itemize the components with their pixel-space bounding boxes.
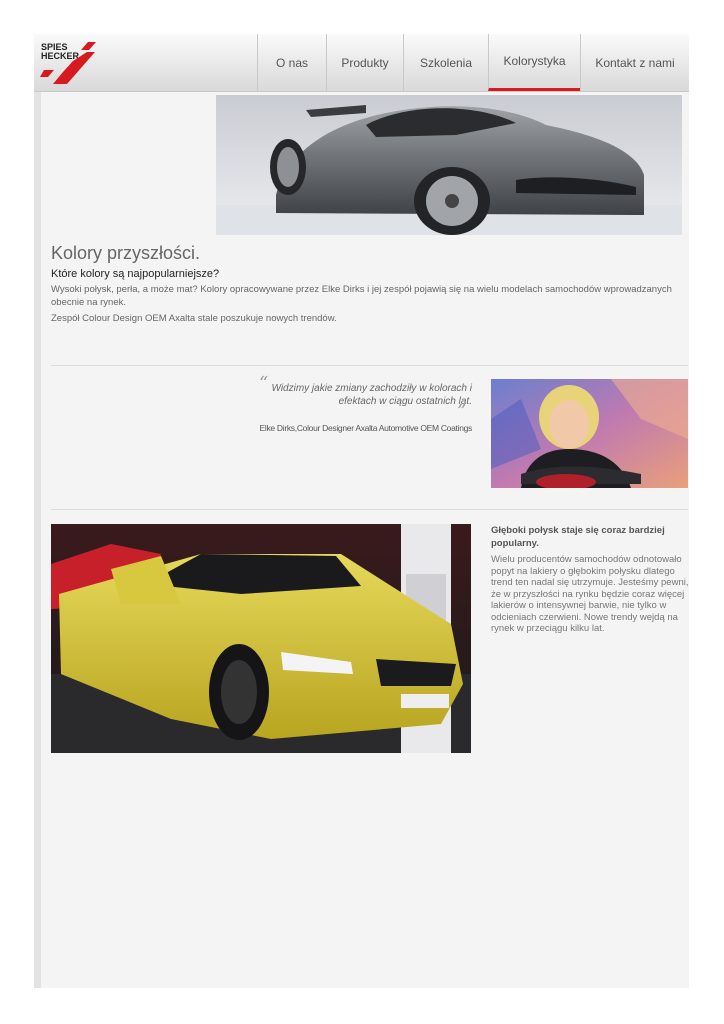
page-title: Kolory przyszłości.	[51, 243, 201, 263]
spies-hecker-logo[interactable]	[40, 39, 98, 85]
nav-label: Kontakt z nami	[595, 55, 675, 70]
portrait-image	[491, 379, 688, 488]
quote-author: Elke Dirks,Colour Designer Axalta Automotive OEM Coatings	[259, 423, 472, 433]
svg-text:SPIES: SPIES	[41, 42, 68, 52]
nav-label: Produkty	[341, 55, 389, 70]
intro-paragraph: Wysoki połysk, perła, a może mat? Kolory opracowywane przez Elke Dirks i jej zespół pojawią się na wielu modelach samochodów wprowadzanych obecnie na rynek.	[51, 284, 672, 308]
nav-label: Szkolenia	[419, 55, 473, 70]
header	[34, 34, 689, 92]
nav-item-produkty[interactable]	[326, 34, 403, 91]
main-nav	[257, 34, 689, 91]
divider	[51, 509, 688, 510]
nav-item-o-nas[interactable]	[257, 34, 326, 91]
yellow-car-image	[51, 524, 471, 753]
quote-close-mark: ”	[457, 401, 467, 422]
nav-label: Kolorystyka	[503, 54, 566, 68]
spies-hecker-logo-graphic	[40, 39, 98, 85]
intro-paragraph-2: Zespół Colour Design OEM Axalta stale poszukuje nowych trendów.	[51, 313, 337, 324]
page-subtitle: Które kolory są najpopularniejsze?	[51, 268, 220, 280]
quote-open-mark: “	[259, 373, 269, 394]
divider	[51, 365, 688, 366]
nav-label: O nas	[275, 55, 308, 70]
hero-car-image	[216, 95, 682, 235]
nav-item-kontakt[interactable]	[580, 34, 689, 91]
feature-title: Głęboki połysk staje się coraz bardziej popularny.	[491, 525, 665, 549]
svg-text:HECKER: HECKER	[41, 51, 80, 61]
nav-item-szkolenia[interactable]	[403, 34, 488, 91]
feature-text: Wielu producentów samochodów odnotowało popyt na lakiery o głębokim połysku dlatego trend ten nadal się utrzymuje. Jesteśmy pewni, że w przyszłości na rynku będzie coraz więcej lakierów o intensywnej barwie, nie tylko w odcieniach czerwieni. Nowe trendy wejdą na rynek w przeciągu kilku lat.	[491, 554, 689, 634]
quote-text: Widzimy jakie zmiany zachodziły w kolorach i efektach w ciągu ostatnich lat.	[271, 383, 472, 407]
nav-item-kolorystyka[interactable]	[488, 34, 580, 91]
left-border	[34, 91, 41, 988]
